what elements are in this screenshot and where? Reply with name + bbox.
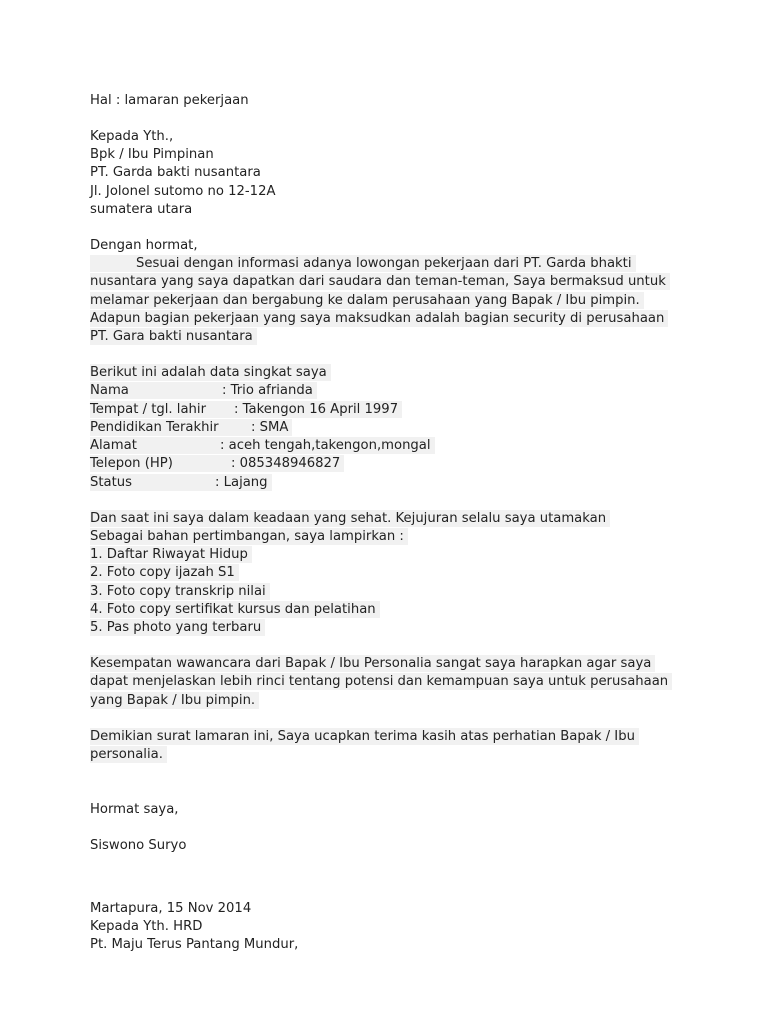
interview-line: Kesempatan wawancara dari Bapak / Ibu Personalia sangat saya harapkan agar saya <box>90 655 655 672</box>
subject-line: Hal : lamaran pekerjaan <box>90 93 249 108</box>
data-label: Alamat <box>90 438 137 453</box>
data-value: : 085348946827 <box>231 456 341 471</box>
health-line: Sebagai bahan pertimbangan, saya lampirkan : <box>90 528 408 545</box>
data-value: : Lajang <box>215 475 268 490</box>
intro-line: Sesuai dengan informasi adanya lowongan pekerjaan dari PT. Garda bhakti <box>90 255 636 272</box>
interview-line: yang Bapak / Ibu pimpin. <box>90 692 259 709</box>
data-row <box>90 437 435 454</box>
data-label: Telepon (HP) <box>90 456 173 471</box>
attachment-item: 2. Foto copy ijazah S1 <box>90 564 239 581</box>
intro-line: PT. Gara bakti nusantara <box>90 328 257 345</box>
intro-line: nusantara yang saya dapatkan dari saudara dan teman-teman, Saya bermaksud untuk <box>90 273 670 290</box>
data-label: Nama <box>90 383 129 398</box>
data-heading: Berikut ini adalah data singkat saya <box>90 364 331 381</box>
recipient-company: PT. Garda bakti nusantara <box>90 165 261 180</box>
data-label: Tempat / tgl. lahir <box>90 402 207 417</box>
closing-line: Demikian surat lamaran ini, Saya ucapkan terima kasih atas perhatian Bapak / Ibu <box>90 728 639 745</box>
data-value: : aceh tengah,takengon,mongal <box>220 438 431 453</box>
data-label: Status <box>90 475 133 490</box>
footer-date: Martapura, 15 Nov 2014 <box>90 901 252 916</box>
data-row <box>90 401 402 418</box>
attachment-item: 4. Foto copy sertifikat kursus dan pelatihan <box>90 601 380 618</box>
closing-line: personalia. <box>90 746 167 763</box>
interview-line: dapat menjelaskan lebih rinci tentang potensi dan kemampuan saya untuk perusahaan <box>90 673 672 690</box>
attachment-item: 3. Foto copy transkrip nilai <box>90 583 270 600</box>
signer-name: Siswono Suryo <box>90 838 187 853</box>
intro-line: melamar pekerjaan dan bergabung ke dalam perusahaan yang Bapak / Ibu pimpin. <box>90 292 644 309</box>
attachment-item: 1. Daftar Riwayat Hidup <box>90 546 252 563</box>
data-row <box>90 419 292 436</box>
recipient-title: Bpk / Ibu Pimpinan <box>90 147 214 162</box>
recipient-region: sumatera utara <box>90 202 193 217</box>
recipient-street: Jl. Jolonel sutomo no 12-12A <box>90 184 276 199</box>
data-value: : SMA <box>251 420 289 435</box>
recipient-greeting: Kepada Yth., <box>90 129 174 144</box>
data-label: Pendidikan Terakhir <box>90 420 219 435</box>
attachment-item: 5. Pas photo yang terbaru <box>90 619 265 636</box>
health-line: Dan saat ini saya dalam keadaan yang sehat. Kejujuran selalu saya utamakan <box>90 510 610 527</box>
sign-off: Hormat saya, <box>90 802 179 817</box>
data-value: : Takengon 16 April 1997 <box>234 402 399 417</box>
data-value: : Trio afrianda <box>222 383 313 398</box>
opening-salutation: Dengan hormat, <box>90 238 198 253</box>
footer-recipient: Kepada Yth. HRD <box>90 919 203 934</box>
intro-line: Adapun bagian pekerjaan yang saya maksudkan adalah bagian security di perusahaan <box>90 310 668 327</box>
data-row <box>90 382 317 399</box>
data-row <box>90 455 344 472</box>
footer-company: Pt. Maju Terus Pantang Mundur, <box>90 937 299 952</box>
data-row <box>90 474 272 491</box>
